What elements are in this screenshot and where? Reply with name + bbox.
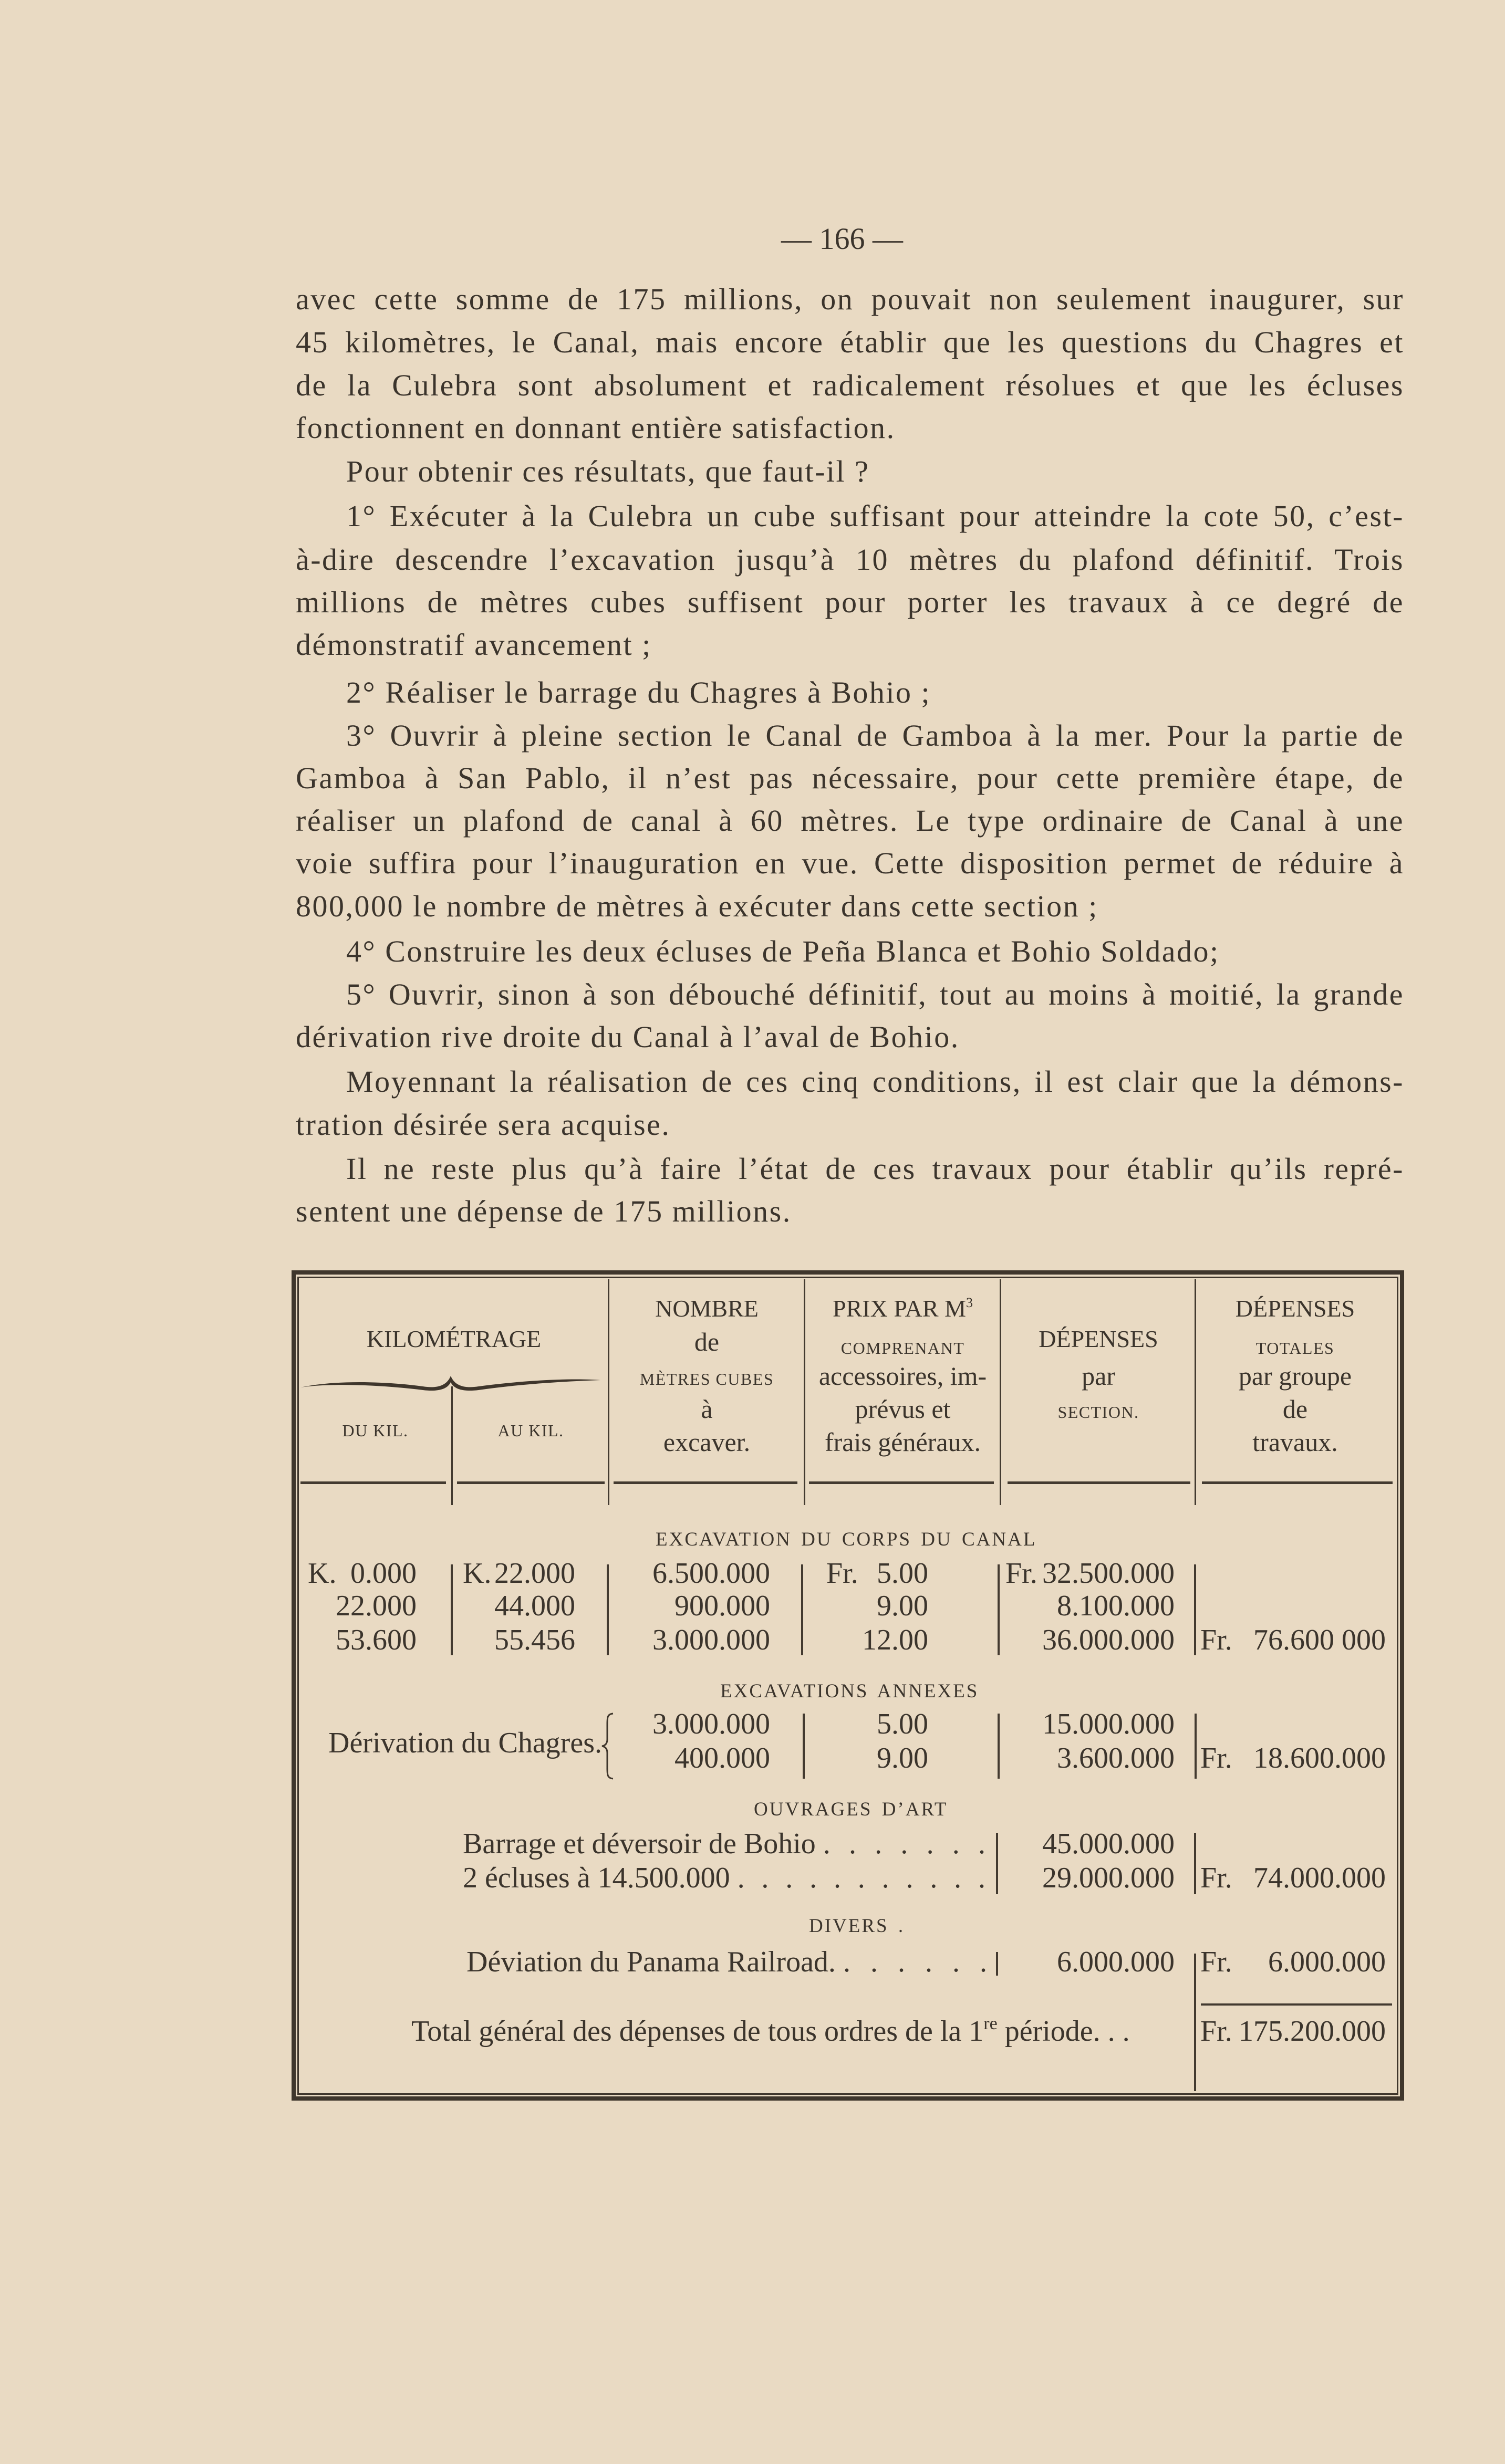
header-total-cost-l5: travaux.	[1252, 1427, 1338, 1457]
header-price-l4: prévus et	[855, 1394, 951, 1424]
cell-from-km	[308, 1623, 417, 1657]
cell-volume: 400.000	[674, 1742, 770, 1774]
text-line: Pour obtenir ces résultats, que faut-il ?	[346, 454, 870, 488]
row-label-text: Déviation du Panama Railroad.	[466, 1946, 836, 1978]
header-volume-l3: MÈTRES CUBES	[639, 1370, 774, 1388]
price-value: 12.00	[862, 1624, 928, 1656]
cell-to-km	[463, 1589, 575, 1623]
cell-divider	[451, 1564, 453, 1655]
header-price-l1-sup: 3	[966, 1295, 973, 1310]
page-number: — 166 —	[781, 222, 903, 256]
text-line: Moyennant la réalisation de ces cinq conditions, il est clair que la démons-	[346, 1064, 1404, 1099]
header-volume-l1: NOMBRE	[655, 1295, 759, 1322]
header-price-l1	[805, 1292, 1000, 1325]
row-label-text: 2 écluses à 14.500.000	[463, 1862, 730, 1894]
header-price-l5: frais généraux.	[824, 1427, 981, 1457]
cost-value: 36.000.000	[1042, 1624, 1175, 1656]
header-rule	[809, 1481, 994, 1484]
cell-volume: 3.000.000	[652, 1624, 770, 1656]
header-total-cost-l2: TOTALES	[1255, 1339, 1335, 1358]
cell-section-cost: 45.000.000	[1042, 1828, 1175, 1860]
text-line: tration désirée sera acquise.	[296, 1108, 671, 1142]
grand-total-label-text: Total général des dépenses de tous ordres de la 1	[411, 2015, 984, 2048]
cell-divider	[1194, 1833, 1196, 1894]
text-line: à-dire descendre l’excavation jusqu’à 10 mètres du plafond définitif. Trois	[296, 542, 1404, 577]
currency-prefix: Fr.	[1005, 1557, 1037, 1590]
group-total-value: 6.000.000	[1268, 1946, 1386, 1978]
brace-icon	[297, 1371, 607, 1394]
text-line: avec cette somme de 175 millions, on pouvait non seulement inaugurer, sur	[296, 282, 1404, 316]
cell-price: 5.00	[877, 1708, 928, 1740]
cell-section-cost: 6.000.000	[1057, 1946, 1175, 1978]
header-rule	[457, 1481, 605, 1484]
text-line: 2° Réaliser le barrage du Chagres à Bohio ;	[346, 675, 931, 709]
cell-divider	[1195, 1714, 1197, 1779]
cell-section-cost	[1005, 1557, 1175, 1590]
cell-divider	[998, 1714, 1000, 1779]
cell-price	[826, 1623, 928, 1657]
row-label: Dérivation du Chagres.	[328, 1727, 602, 1759]
header-section-cost-l2: par	[1082, 1361, 1115, 1391]
km-value: 0.000	[350, 1557, 417, 1590]
cell-volume: 3.000.000	[652, 1708, 770, 1740]
header-rule	[1202, 1481, 1393, 1484]
cell-divider	[801, 1564, 803, 1655]
text-line: 45 kilomètres, le Canal, mais encore établir que les questions du Chagres et	[296, 325, 1404, 359]
group-total-value: 18.600.000	[1253, 1742, 1386, 1774]
cell-group-total	[1200, 1945, 1386, 1979]
group-total-value: 74.000.000	[1253, 1862, 1386, 1894]
cell-price	[826, 1557, 928, 1590]
text-line: sentent une dépense de 175 millions.	[296, 1194, 792, 1228]
left-brace-icon	[600, 1712, 615, 1780]
row-label	[466, 1945, 987, 1979]
text-line: fonctionnent en donnant entière satisfaction.	[296, 411, 896, 445]
cell-divider	[1194, 1564, 1196, 1655]
km-value: 44.000	[494, 1590, 575, 1622]
currency-prefix: Fr.	[1200, 2015, 1232, 2048]
header-price-l1-text: PRIX PAR M	[833, 1295, 966, 1322]
text-line: 5° Ouvrir, sinon à son débouché définitif, tout au moins à moitié, la grande	[346, 977, 1404, 1011]
text-line: 3° Ouvrir à pleine section le Canal de Gamboa à la mer. Pour la partie de	[346, 718, 1404, 753]
header-total-cost-l1: DÉPENSES	[1235, 1295, 1355, 1322]
cell-divider	[607, 1564, 609, 1655]
grand-total-label	[411, 2014, 1130, 2048]
header-price-l2: COMPRENANT	[840, 1339, 965, 1358]
cell-group-total	[1200, 1741, 1386, 1775]
cell-divider	[996, 1833, 998, 1894]
cell-price: 9.00	[877, 1742, 928, 1774]
cell-section-cost: 29.000.000	[1042, 1862, 1175, 1894]
dot-leader: . . . . . .	[843, 1946, 987, 1978]
grand-total-amount: 175.200.000	[1239, 2015, 1386, 2048]
header-volume-l4: à	[701, 1394, 713, 1424]
text-line: réaliser un plafond de canal à 60 mètres. Le type ordinaire de Canal à une	[296, 803, 1404, 838]
currency-prefix: Fr.	[1200, 1946, 1232, 1978]
total-rule	[1201, 2003, 1392, 2006]
row-label-text: Barrage et déversoir de Bohio	[463, 1828, 816, 1860]
cell-from-km	[308, 1557, 417, 1590]
text-line: 4° Construire les deux écluses de Peña Blanca et Bohio Soldado;	[346, 934, 1220, 968]
currency-prefix: Fr.	[826, 1557, 858, 1590]
header-rule	[614, 1481, 797, 1484]
price-value: 9.00	[877, 1590, 928, 1622]
section-title: DIVERS .	[809, 1915, 905, 1937]
cell-divider	[1194, 1954, 1196, 2091]
text-line: 1° Exécuter à la Culebra un cube suffisant pour atteindre la cote 50, c’est-	[346, 499, 1404, 533]
cell-section-cost: 15.000.000	[1042, 1708, 1175, 1740]
header-rule	[1008, 1481, 1190, 1484]
cell-section-cost	[1005, 1589, 1175, 1623]
header-total-cost-l3: par groupe	[1238, 1361, 1352, 1391]
text-line: voie suffira pour l’inauguration en vue. Cette disposition permet de réduire à	[296, 846, 1404, 880]
group-total-value: 76.600 000	[1253, 1624, 1386, 1656]
text-line: de la Culebra sont absolument et radicalement résolues et que les écluses	[296, 368, 1404, 402]
cell-divider	[998, 1564, 1000, 1655]
price-value: 5.00	[877, 1557, 928, 1590]
row-label	[463, 1827, 985, 1861]
cost-value: 8.100.000	[1057, 1590, 1175, 1622]
cell-group-total	[1200, 1861, 1386, 1895]
section-title: OUVRAGES D’ART	[754, 1799, 948, 1820]
currency-prefix: Fr.	[1200, 1742, 1232, 1774]
cell-price	[826, 1589, 928, 1623]
km-value: 53.600	[336, 1624, 417, 1656]
row-label	[463, 1861, 985, 1895]
cell-section-cost: 3.600.000	[1057, 1742, 1175, 1774]
cell-to-km	[463, 1623, 575, 1657]
header-to-km: AU KIL.	[497, 1421, 564, 1440]
km-prefix: K.	[463, 1557, 492, 1590]
text-line: Il ne reste plus qu’à faire l’état de ces travaux pour établir qu’ils repré-	[346, 1152, 1404, 1186]
cell-volume: 900.000	[674, 1590, 770, 1622]
section-title: EXCAVATION DU CORPS DU CANAL	[656, 1529, 1037, 1550]
currency-prefix: Fr.	[1200, 1862, 1232, 1894]
cell-volume: 6.500.000	[652, 1557, 770, 1590]
text-line: millions de mètres cubes suffisent pour porter les travaux à ce degré de	[296, 585, 1404, 619]
header-total-cost-l4: de	[1282, 1394, 1308, 1424]
grand-total-value	[1200, 2014, 1386, 2048]
cost-value: 32.500.000	[1042, 1557, 1175, 1590]
section-title: EXCAVATIONS ANNEXES	[720, 1680, 979, 1702]
text-line: Gamboa à San Pablo, il n’est pas nécessaire, pour cette première étape, de	[296, 761, 1404, 795]
km-value: 22.000	[336, 1590, 417, 1622]
cell-divider	[803, 1714, 805, 1779]
header-rule	[300, 1481, 446, 1484]
header-volume-l2: de	[694, 1327, 720, 1356]
dot-leader: . . . . . . .	[823, 1828, 985, 1860]
dot-leader: . . . . . . . . . . .	[737, 1862, 985, 1894]
km-value: 55.456	[494, 1624, 575, 1656]
cell-section-cost	[1005, 1623, 1175, 1657]
text-line: 800,000 le nombre de mètres à exécuter dans cette section ;	[296, 889, 1098, 923]
ordinal-sup: re	[983, 2014, 998, 2033]
header-kilometrage: KILOMÉTRAGE	[366, 1325, 542, 1352]
header-volume-l5: excaver.	[663, 1427, 751, 1457]
header-price-l3: accessoires, im-	[818, 1361, 987, 1391]
grand-total-label-end: période. . .	[997, 2015, 1130, 2048]
header-section-cost-l1: DÉPENSES	[1039, 1325, 1158, 1352]
text-line: démonstratif avancement ;	[296, 628, 652, 662]
currency-prefix: Fr.	[1200, 1624, 1232, 1656]
cell-group-total	[1200, 1623, 1386, 1657]
header-section-cost-l3: SECTION.	[1057, 1403, 1139, 1422]
km-prefix: K.	[308, 1557, 337, 1590]
km-value: 22.000	[494, 1557, 575, 1590]
header-from-km: DU KIL.	[342, 1421, 409, 1440]
cell-to-km	[463, 1557, 575, 1590]
cell-divider	[996, 1952, 998, 1976]
text-line: dérivation rive droite du Canal à l’aval de Bohio.	[296, 1020, 960, 1054]
cell-from-km	[308, 1589, 417, 1623]
